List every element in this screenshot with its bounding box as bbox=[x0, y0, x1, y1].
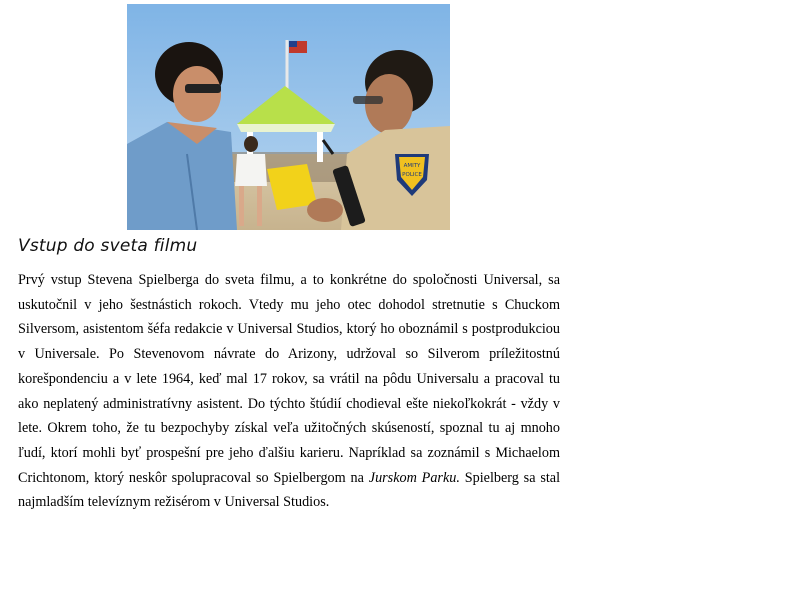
section-heading: Vstup do sveta filmu bbox=[18, 236, 198, 256]
beach-scene-image bbox=[127, 4, 450, 230]
paragraph-text-main: Prvý vstup Stevena Spielberga do sveta filmu, a to konkrétne do spoločnosti Universal, sa uskutočnil v jeho šestnástich rokoch. Vtedy mu jeho otec dohodol stretnutie s Chuckom Silversom, asistentom šéfa redakcie v Universal Studios, ktorý ho oboznámil s postprodukciou v Universale. Po Stevenovom návrate do Arizony, udržoval so Silverom príležitostnú korešpondenciu a v lete 1964, keď mal 17 rokov, sa vrátil na pôdu Universalu a pracoval tu ako neplatený administratívny asistent. Do týchto štúdií chodieval ešte niekoľkokrát - vždy v lete. Okrem toho, že tu bezpochyby získal veľa užitočných skúseností, spoznal tu aj mnoho ľudí, ktorí mohli byť prospešní pre jeho ďalšiu karieru. Napríklad sa zoznámil s Michaelom Crichtonom, ktorý neskôr spolupracoval so Spielbergom na bbox=[18, 272, 560, 486]
movie-title-text: Jurskom Parku. bbox=[368, 469, 460, 486]
paragraph-text-end: Spielberg sa stal najmladším televíznym režisérom v Universal Studios. bbox=[18, 469, 561, 511]
article-paragraph bbox=[18, 268, 560, 515]
article-photo bbox=[127, 4, 450, 230]
badge-bottom-text: POLICE bbox=[402, 172, 422, 178]
badge-top-text: AMITY bbox=[403, 163, 421, 169]
